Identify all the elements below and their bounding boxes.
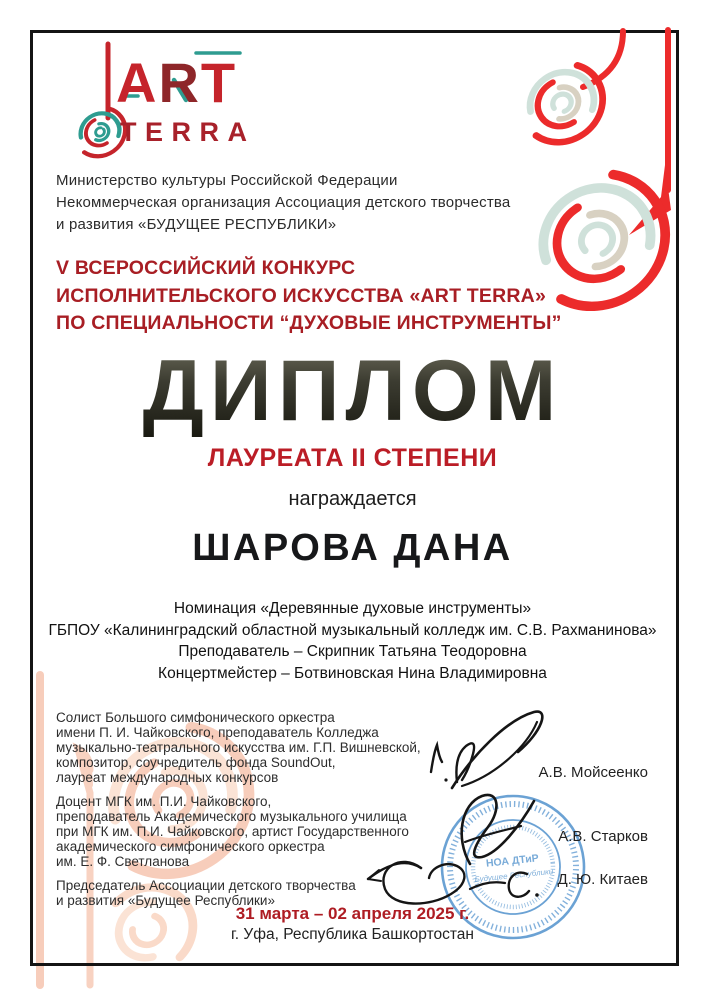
organizer-line: Некоммерческая организация Ассоциация детского творчества — [56, 194, 511, 211]
stamp-text-line2: Будущее Республики — [474, 866, 554, 885]
jury-title-line: им. Е. Ф. Светланова — [56, 854, 190, 869]
recipient-name: ШАРОВА ДАНА — [192, 527, 513, 569]
jury-section — [56, 710, 456, 917]
jury-name: А.В. Старков — [558, 828, 648, 845]
jury-title-line: лауреат международных конкурсов — [56, 770, 279, 785]
logo-terra-text: TERRA — [120, 117, 256, 147]
award-level: ЛАУРЕАТА II СТЕПЕНИ — [207, 444, 498, 472]
concertmaster-line: Концертмейстер – Ботвиновская Нина Владимировна — [158, 664, 547, 682]
jury-title-line: имени П. И. Чайковского, преподаватель Колледжа — [56, 725, 379, 740]
logo-art-text: ART — [116, 51, 238, 114]
jury-title-line: академического симфонического оркестра — [56, 839, 325, 854]
nomination-line: Номинация «Деревянные духовые инструменты» — [173, 600, 532, 617]
competition-title — [56, 255, 562, 338]
jury-title-line: преподаватель Академического музыкального училища — [56, 809, 407, 824]
teacher-line: Преподаватель – Скрипник Татьяна Теодоровна — [178, 643, 527, 660]
awarded-label: награждается — [288, 488, 417, 510]
jury-title-line: композитор, соучредитель фонда SoundOut, — [56, 755, 336, 770]
jury-member-title — [56, 794, 456, 869]
organizer-line: и развития «БУДУЩЕЕ РЕСПУБЛИКИ» — [56, 216, 337, 233]
jury-title-line: и развития «Будущее Республики» — [56, 893, 275, 908]
jury-name: А.В. Мойсеенко — [538, 764, 648, 781]
art-terra-logo — [58, 40, 258, 162]
jury-title-line: Солист Большого симфонического оркестра — [56, 710, 335, 725]
details-block — [0, 598, 705, 684]
competition-line: ПО СПЕЦИАЛЬНОСТИ “ДУХОВЫЕ ИНСТРУМЕНТЫ” — [56, 312, 562, 334]
organizer-block — [56, 170, 510, 236]
event-dates: 31 марта – 02 апреля 2025 г. — [235, 904, 470, 923]
event-location: г. Уфа, Республика Башкортостан — [231, 926, 474, 943]
jury-title-line: Доцент МГК им. П.И. Чайковского, — [56, 794, 272, 809]
competition-line: ИСПОЛНИТЕЛЬСКОГО ИСКУССТВА «ART TERRA» — [56, 284, 547, 307]
decorative-notes-icon — [505, 25, 690, 335]
jury-member-title — [56, 710, 456, 785]
jury-name: Д. Ю. Китаев — [557, 871, 648, 888]
jury-title-line: Председатель Ассоциации детского творчества — [56, 878, 356, 893]
organizer-line: Министерство культуры Российской Федерации — [56, 172, 398, 189]
institution-line: ГБПОУ «Калининградский областной музыкальный колледж им. С.В. Рахманинова» — [48, 621, 657, 639]
jury-title-line: при МГК им. П.И. Чайковского, артист Государственного — [56, 824, 409, 839]
jury-title-line: музыкально-театрального искусства им. Г.П. Вишневской, — [56, 740, 421, 755]
competition-line: V ВСЕРОССИЙСКИЙ КОНКУРС — [56, 257, 356, 279]
stamp-text-line1: НОА ДТиР — [485, 852, 540, 870]
diploma-title: ДИПЛОМ — [0, 342, 705, 441]
